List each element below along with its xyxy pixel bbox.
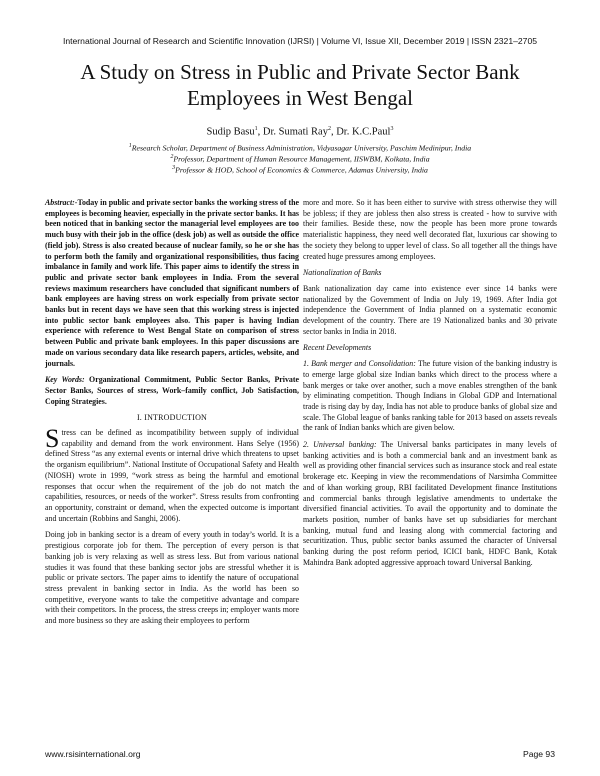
merger-lead: 1. Bank merger and Consolidation: <box>303 359 416 369</box>
intro-paragraph-1-text: tress can be defined as incompatibility between supply of individual capability and demand from the work environment. Hans Selye (1956) defined Stress “as any external events or internal drive which threatens to upset the organism equilibrium”. National Institute of Occupational Safety and Health (NIOSH) wrote in 1999, “work stress as being the harmful and emotional responses that occur when the requirement of the job do not match the capabilities, resources, or needs of the worker”. Stress results from confronting an opportunity, constraint or demand, when the expected outcome is important and uncertain (Robbins and Sanghi, 2006). <box>45 428 299 523</box>
author-2: Dr. Sumati Ray <box>262 126 328 138</box>
author-3-sup: 3 <box>390 126 394 132</box>
right-column <box>303 198 557 575</box>
paper-title <box>20 59 580 111</box>
nationalization-heading: Nationalization of Banks <box>303 268 382 278</box>
nationalization-paragraph: Bank nationalization day came into existence ever since 14 banks were nationalized by the Government of India on July 19, 1969. After India got independence the Government of India planned on a systematic economic development of the country. There are 19 Nationalized banks and 30 private sector banks in India in 2018. <box>303 283 557 336</box>
keywords <box>45 375 299 407</box>
universal-lead: 2. Universal banking: <box>303 440 377 450</box>
footer-website: www.rsisinternational.org <box>45 749 141 759</box>
author-list: Sudip Basu$^1$, Dr. Sumati Ray$^2$, Dr. K.C.Paul$^3$ <box>206 126 394 138</box>
abstract <box>45 198 299 369</box>
title-line-2: Employees in West Bengal <box>187 86 413 110</box>
merger-paragraph <box>303 359 557 434</box>
affiliation-3 <box>0 165 600 175</box>
left-column <box>45 198 299 633</box>
keywords-label: Key Words: <box>45 375 85 385</box>
right-paragraph-1: more and more. So it has been either to survive with stress otherwise they will be jobless; if they are jobless then also stress is created - how to survive with their families. Beside these, now the people has been more prone towards materialistic happiness, they need well decorated flat, luxurious car showing to the society they belong to upper level of class. So all together all the things have created huge pressures among employees. <box>303 198 557 261</box>
author-1: Sudip Basu <box>206 126 255 138</box>
drop-cap: S <box>45 424 60 454</box>
title-line-1: A Study on Stress in Public and Private Sector Bank <box>80 60 520 84</box>
universal-text: The Universal banks participates in many levels of banking activities and is both a commercial bank and an investment bank as well as providing other financial services such as insurance stock and real estate brokerage etc. Keeping in view the recommendations of Narsimha Committee and of khan working group, RBI facilitated Development finance Institutions and commercial banks through legislative amendments to undertake the diversified financial activities. To avail the opportunity and to dominate the markets position, number of banks have set up subsidiaries for merchant banking, mutual fund and leasing along with commercial factoring and securitization. Thus, public sector banks assumed the character of Universal banking during the post reform period, ICICI bank, HDFC Bank, Kotak Mahindra Bank adopted aggressive approach toward Universal Banking. <box>303 440 557 567</box>
affiliation-3-text: Professor & HOD, School of Economics & Commerce, Adamas University, India <box>175 165 428 175</box>
intro-paragraph-2: Doing job in banking sector is a dream of every youth in today’s world. It is a prestigious corporate job for them. The perception of every person is that banking job is very relaxing as well as stress less. But from various national studies it was found that these banking sector jobs are stressful whether it is public or private sectors. The paper aims to identify the nature of occupational stress prevalent in banking sector in India. As the world has been so competitive, everyone wants to take the competitive advantage and compare with their competitors. In the process, the stress creeps in; employer wants more and more business so they are asking their employees to perform <box>45 530 299 626</box>
intro-paragraph-1 <box>45 424 299 524</box>
affiliation-1-sup: 1 <box>128 143 132 149</box>
intro-heading: I. INTRODUCTION <box>136 413 208 423</box>
affiliation-3-sup: 3 <box>172 165 176 171</box>
merger-text: The future vision of the banking industry is to emerge large global size Indian banks which direct to the process where a bank merges or take over another, such a move enables strengthen of the bank by eliminating competition. Though Indians in Global GDP and International trade is rising day by day, India has not able to produce banks of global size and scale. The Global league of banks ranking table for 2013 based on assets reveals the rank of Indian banks which are given below. <box>303 359 557 433</box>
universal-paragraph <box>303 440 557 568</box>
affiliation-1-text: Research Scholar, Department of Business Administration, Vidyasagar University, Paschim Medinipur, India <box>131 143 472 153</box>
author-3: Dr. K.C.Paul <box>336 126 391 138</box>
author-1-sup: 1 <box>254 126 258 132</box>
author-2-sup: 2 <box>327 126 331 132</box>
footer-page-number: Page 93 <box>522 749 555 759</box>
abstract-label: Abstract:- <box>45 198 78 207</box>
affiliation-2-sup: 2 <box>170 154 174 160</box>
affiliation-1 <box>0 143 600 153</box>
recent-developments-heading: Recent Developments <box>303 343 372 353</box>
journal-header: International Journal of Research and Scientific Innovation (IJRSI) | Volume VI, Issue XII, December 2019 | ISSN 2321–2705 <box>62 36 538 46</box>
abstract-text: Today in public and private sector banks the working stress of the employees is becoming heavier, especially in the private sector banks. It has been noticed that in banking sector the managerial level employees are too much busy with their job in the office (desk job) as well as outside the office (field job). Stress is also created because of nuclear family, so he or she has to perform both the family and organizational responsibilities, thus facing imbalance in family and work life. This paper aims to identify the stress in public and private sector bank employees in India. From the several reviews maximum researchers have concluded that significant numbers of bank employees are having stress on work especially from private sector banks but in recent days we have seen that this working stress is injected into public sector bank employees also. This paper is having Indian experience with reference to West Bengal State on comparison of stress between Public and private bank employees. In this paper discussions are made on various secondary data like research papers, articles, website, and journals. <box>45 198 299 368</box>
affiliation-2-text: Professor, Department of Human Resource Management, IISWBM, Kolkata, India <box>173 154 430 164</box>
keywords-text: Organizational Commitment, Public Sector Banks, Private Sector Banks, Sources of stress, Work–family conflict, Job Satisfaction, Coping Strategies. <box>45 375 300 406</box>
affiliation-2 <box>0 154 600 164</box>
